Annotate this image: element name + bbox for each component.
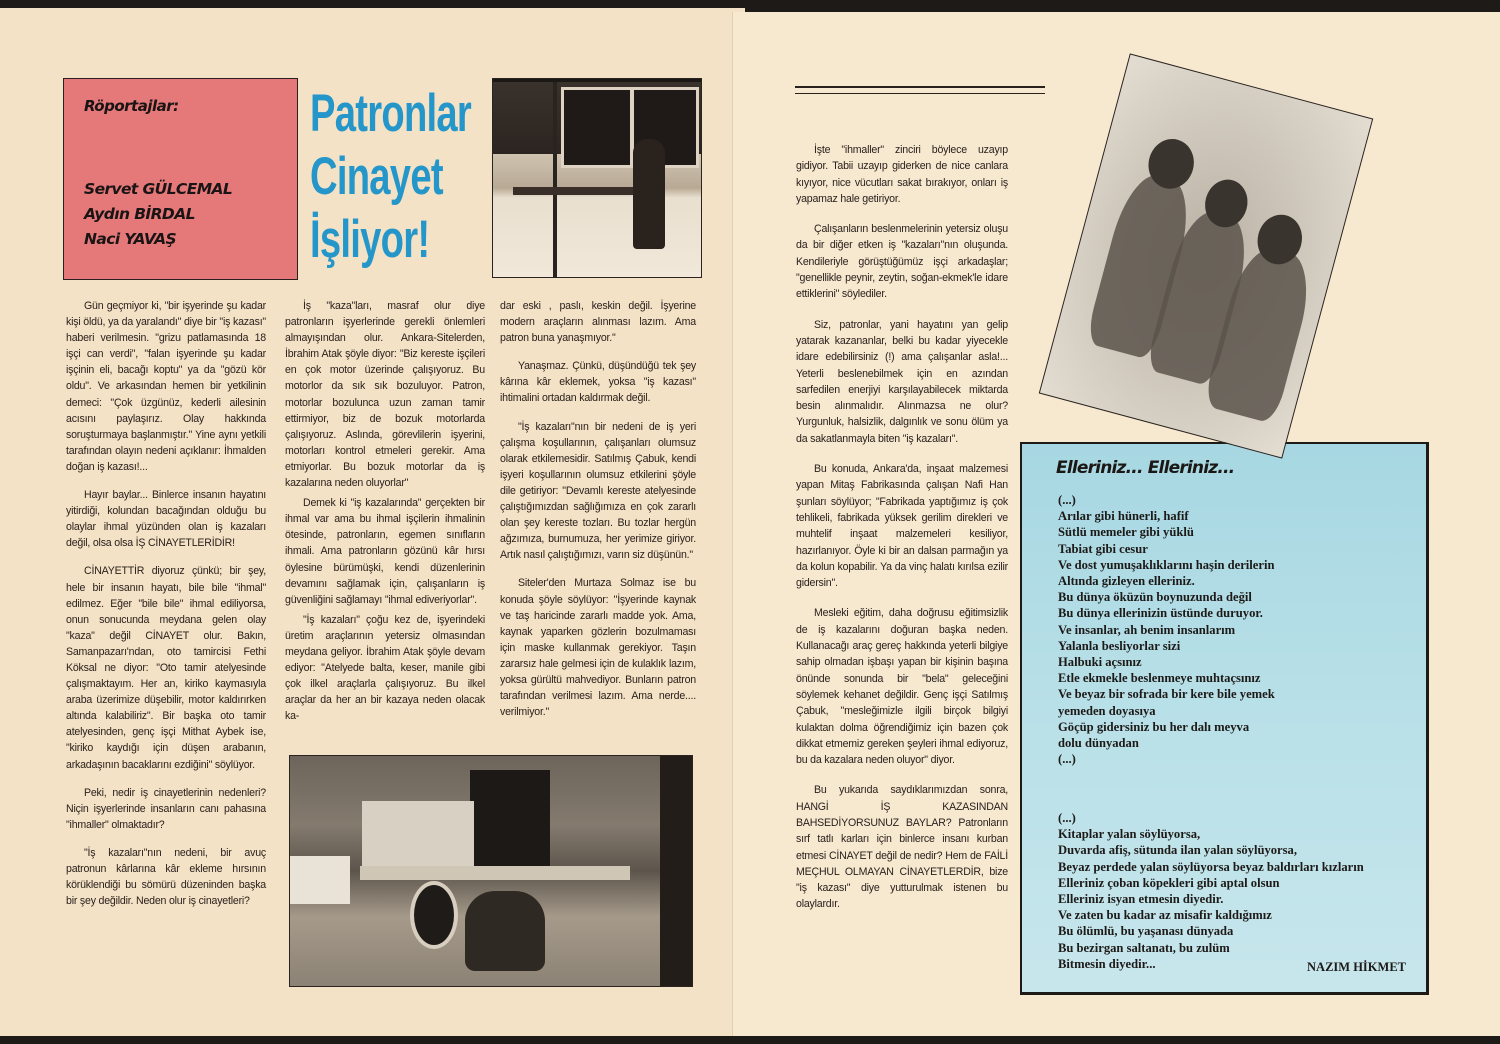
left-page (0, 8, 745, 1036)
poem-line: Bu ölümlü, bu yaşanası dünyada (1058, 924, 1234, 939)
poem-line: (...) (1058, 493, 1076, 507)
poet-signature: NAZIM HİKMET (1307, 960, 1406, 974)
paragraph: Çalışanların beslenmelerinin yetersiz oluşu da bir diğer etken iş "kazaları"nın oluşunda. Kendileriyle görüştüğümüz işçi arkadaşlar; "genellikle peynir, zeytin, soğan-ekmek'le idare ettiklerini" söylediler. (796, 223, 1008, 301)
poem-line: Etle ekmekle beslenmeye muhtaçsınız (1058, 671, 1261, 686)
poem-line: Ve zaten bu kadar az misafir kaldığımız (1058, 908, 1272, 923)
poem-line: Tabiat gibi cesur (1058, 541, 1148, 556)
photo-car-shape (290, 856, 350, 904)
poem-line: yemeden doyasıya (1058, 703, 1156, 718)
photo-truckbed-shape (360, 866, 630, 880)
poem-line: Bitmesin diyedir... (1058, 956, 1156, 971)
photo-worker-shape (633, 139, 665, 249)
poem-line: dolu dünyadan (1058, 736, 1139, 751)
article-column-4 (796, 142, 1008, 927)
poem-line: Bu bezirgan saltanatı, bu zulüm (1058, 940, 1230, 955)
paragraph: Mesleki eğitim, daha doğrusu eğitimsizlik de iş kazalarını doğuran başka neden. Kullanacağı araç gereç hakkında yeterli bilgiye sahip olmadan işbaşı yapan bir kişinin başına önünde sonunda bir "bela" geleceğini söylemek kehanet değildir. Genç işçi Satılmış Çabuk, "mesleğimizle ilgili birçok bilgiyi kulaktan dolma öğrendiğimiz için bazen çok dikkat etmemiz gereken şeyleri ihmal ediyoruz, bu da kazalara neden oluyor" diyor. (796, 607, 1008, 767)
headline-line: İşliyor! (310, 210, 430, 269)
poem-line: (...) (1058, 752, 1076, 767)
poem-line: Elleriniz çoban köpekleri gibi aptal olsun (1058, 875, 1280, 890)
paragraph: İş "kaza"ları, masraf olur diye patronların işyerlerinde gerekli önlemleri almayışından olur. Ankara-Sitelerden, İbrahim Atak şöyle diyor: "Biz kereste işçileri en çok motor üzerinde çalışıyoruz. Bu motorlor da sık sık bozuluyor. Patron, motorlar bozulunca uzun zaman tamir ettirmiyor, biz de bozuk motorlarda çalışıyoruz. Aslında, görevlilerin işyerini, motorları kontrol etmeleri gerekir. Ama etmiyorlar. Bu bozuk motorlar da iş kazalarına neden oluyorlar" (285, 300, 485, 490)
paragraph: "İş kazaları"nın nedeni, bir avuç patronun kârlarına kâr ekleme hırsının körüklendiği bu sömürü düzeninden başka bir şey değildir. Neden olur iş cinayetleri? (66, 846, 266, 908)
double-rule-divider (795, 86, 1045, 94)
photo-cargo-shape (362, 801, 474, 866)
poem-line: Bu dünya öküzün boynuzunda değil (1058, 590, 1252, 605)
paragraph: CİNAYETTİR diyoruz çünkü; bir şey, hele bir insanın hayatı, bile bile "ihmal" edilmez. Eğer "bile bile" ihmal ediliyorsa, onun sonucunda meydana gelen olay "kaza" değil CİNAYET olur. Bakın, Samanpazarı'ndan, oto tamircisi Fethi Köksal ne diyor: "Oto tamir atelyesinde çalışmaktayım. Her an, kiriko kaymasıyla araba üzerimize düşebilir, motor kaldırırken altında kalabiliriz". Bir başka oto tamir atelyesinden, genç işçi Mithat Aybek ise, "kiriko kaydığı için düşen arabanın, arkadaşının bacaklarını ezdiğini" söylüyor. (66, 565, 266, 771)
interview-kicker: Röportajlar: (84, 97, 179, 115)
paragraph: İşte "ihmaller" zinciri böylece uzayıp gidiyor. Tabii uzayıp giderken de nice canlara kıyıyor, nice vücutları sakat bırakıyor, onları iş yapamaz hale getiriyor. (796, 144, 1008, 205)
poem-line: Arılar gibi hünerli, hafif (1058, 509, 1189, 524)
poem-line: Halbuki açsınız (1058, 655, 1142, 670)
paragraph: Gün geçmiyor ki, "bir işyerinde şu kadar kişi öldü, ya da yaralandı" diye bir "iş kazası" haberi verilmesin. "grizu patlamasında 18 işçi can verdi", "falan işyerinde şu kadar işçinin eli, bacağı koptu" ya da "gözü kör oldu". Ve arkasından hemen bir yetkilinin demeci: "Çok üzgünüz, kederli ailesinin acısını paylaşırız. Olay hakkında soruşturmaya başlanmıştır." Yine aynı yetkili tarafından olayın nedeni açıklanır: İhmalden doğan iş kazası!... (66, 300, 266, 473)
article-column-2 (285, 298, 485, 736)
poem-stanza-1 (1058, 492, 1275, 767)
poem-line: Beyaz perdede yalan söylüyorsa beyaz baldırları kızların (1058, 859, 1364, 874)
paragraph: Bu konuda, Ankara'da, inşaat malzemesi yapan Mitaş Fabrikasında çalışan Nafi Han şunları söylüyor; "Fabrikada yaptığımız iş çok tehlikeli, fabrikada yüksek gerilim direkleri ve muhtelif inşaat malzemeleri kesiliyor, hazırlanıyor. Öyle ki bir an dalsan parmağın ya da kolun kopabilir. Ya da vinç halatı kırılsa ezilir gidersin". (796, 463, 1008, 590)
paragraph: Yanaşmaz. Çünkü, düşündüğü tek şey kârına kâr eklemek, yoksa "iş kazası" ihtimalini ortadan kaldırmak değil. (500, 360, 696, 405)
paragraph: Hayır baylar... Binlerce insanın hayatını yitirdiği, kolundan bacağından olduğu bu olaylar ihmal yüzünden olan iş kazaları değil, olsa olsa İŞ CİNAYETLERİDİR! (66, 489, 266, 550)
paragraph: Demek ki "iş kazalarında" gerçekten bir ihmal var ama bu ihmal işçilerin ihmalinin ötesinde, patronların, egemen sınıfların ihmali. Ama patronların gözünü kâr hırsı öylesine bürümüşki, kendi düzenlerinin devamını sağlamak için, çalışanların iş güvenliğini sağlamayı "ihmal ediveriyorlar". (285, 497, 485, 606)
poem-line: Altında gizleyen elleriniz. (1058, 574, 1195, 589)
poem-line: Ve dost yumuşaklıklarını haşin derilerin (1058, 557, 1275, 572)
workshop-photo (492, 78, 702, 278)
headline-line: Patronlar (310, 84, 472, 143)
poem-line: Yalanla besliyorlar sizi (1058, 638, 1181, 653)
truck-repair-photo (289, 755, 693, 987)
poem-line: Kitaplar yalan söylüyorsa, (1058, 827, 1201, 842)
photo-mechanics-shape (465, 891, 545, 971)
article-headline (310, 82, 471, 271)
photo-wall-shape (660, 756, 692, 986)
paragraph: "İş kazaları"nın bir nedeni de iş yeri çalışma koşullarının, çalışanları olumsuz olarak etkilemesidir. Satılmış Çabuk, kendi işyeri koşullarının olumsuz etkilerini şöyle dile getiriyor: "Devamlı kereste atelyesinde çalıştığımızdan sağlığımıza en çok zararlı olan şey kereste tozları. Bu tozlar hergün ağzımıza, burnumuza, her yerimize giriyor. Artık nasıl çalıştığımızı, varın siz düşünün." (500, 420, 696, 562)
author-name: Servet GÜLCEMAL (84, 180, 233, 198)
author-list (84, 177, 232, 252)
paragraph: "İş kazaları" çoğu kez de, işyerindeki üretim araçlarının yetersiz olmasından meydana geliyor. İbrahim Atak şöyle devam ediyor: "Atelyede balta, keser, manile gibi çok ilkel araçlarla çalışıyoruz. Bu ilkel araçlar da her an bir kazaya neden olacak ka- (285, 613, 485, 723)
paragraph: Peki, nedir iş cinayetlerinin nedenleri? Niçin işyerlerinde insanların canı pahasına "ihmaller" olmaktadır? (66, 786, 266, 831)
photo-window-shape (561, 87, 699, 168)
poem-line: Sütlü memeler gibi yüklü (1058, 525, 1194, 540)
poem-box (1020, 442, 1429, 995)
poem-line: Bu dünya ellerinizin üstünde duruyor. (1058, 606, 1263, 621)
poem-line: Duvarda afiş, sütunda ilan yalan söylüyorsa, (1058, 843, 1297, 858)
poem-line: Elleriniz isyan etmesin diyedir. (1058, 892, 1224, 907)
paragraph: Siz, patronlar, yani hayatını yan gelip yatarak kazananlar, belki bu kadar yiyecekle idare edebilirsiniz (!) ama çalışanlar asla!... Yeterli beslenebilmek için en azından sarfedilen enerjiyi karşılayabilecek miktarda besin alınmalıdır. Alınmazsa ne olur? Yurgunluk, halsizlik, dalgınlık ve sonu ölüm ya da sakatlanmayla biten "iş kazaları". (796, 318, 1008, 445)
paragraph: Siteler'den Murtaza Solmaz ise bu konuda şöyle söylüyor: "İşyerinde kaynak ve taş haricinde zararlı madde yok. Ama, kaynak yaparken gözlerin bozulmaması için maske kullanmak gerekiyor. Taşın zararsız hale gelmesi için de kulaklık lazım, yoksa gürültü mahvediyor. Bunların patron tarafından verilmesi lazım. Ama nerde.... verilmiyor." (500, 577, 696, 719)
paragraph: Bu yukarıda saydıklarımızdan sonra, HANGİ İŞ KAZASINDAN BAHSEDİYORSUNUZ BAYLAR? Patronların sırf tatlı karları için binlerce insanı kurban etmesi CİNAYET değil de nedir? Hem de FAİLİ MEÇHUL OLMAYAN CİNAYETLERDİR, bize "iş kazası" diye yutturulmak istenen bu olaylardır. (796, 784, 1008, 911)
headline-line: Cinayet (310, 147, 443, 206)
interview-box (63, 78, 298, 280)
author-name: Naci YAVAŞ (84, 230, 177, 248)
poem-line: (...) (1058, 811, 1076, 825)
author-name: Aydın BİRDAL (84, 205, 195, 223)
photo-wheel-shape (410, 881, 458, 949)
poem-line: Ve insanlar, ah benim insanlarım (1058, 622, 1236, 637)
poem-line: Göçüp gidersiniz bu her dalı meyva (1058, 719, 1250, 734)
photo-door-shape (470, 770, 550, 870)
article-column-3 (500, 298, 696, 732)
poem-title: Elleriniz... Elleriniz... (1056, 458, 1235, 478)
poem-stanza-2 (1058, 810, 1364, 972)
article-column-1 (66, 298, 266, 921)
paragraph: dar eski , paslı, keskin değil. İşyerine modern araçların alınması lazım. Ama patron buna yanaşmıyor." (500, 300, 696, 345)
poem-line: Ve beyaz bir sofrada bir kere bile yemek (1058, 687, 1275, 702)
